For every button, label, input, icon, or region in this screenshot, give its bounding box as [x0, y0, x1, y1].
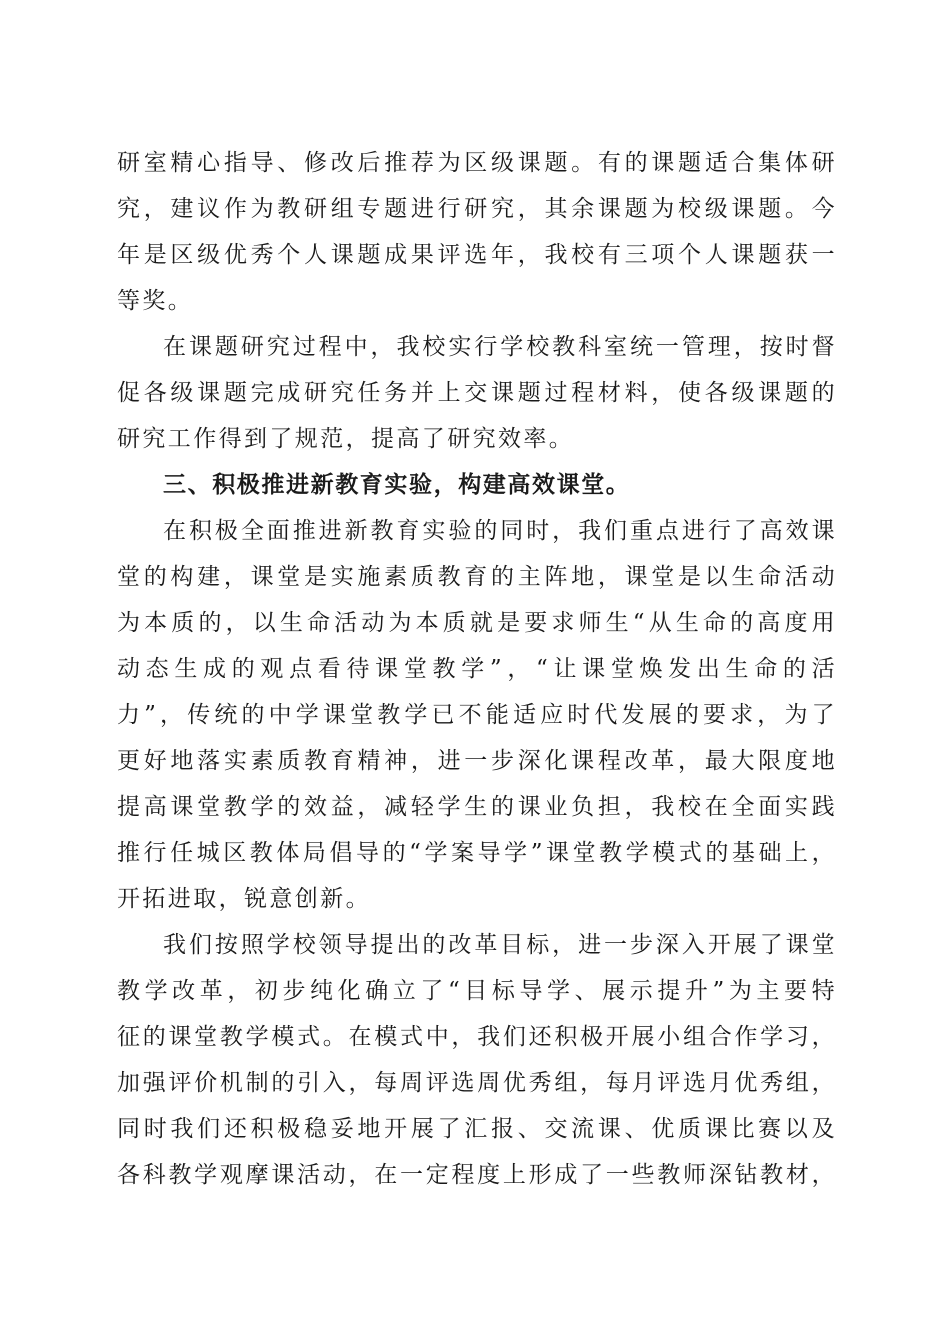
text-line: 各科教学观摩课活动，在一定程度上形成了一些教师深钻教材， [117, 1162, 837, 1188]
section-heading: 三、积极推进新教育实验，构建高效课堂。 [163, 472, 631, 498]
text-line: 开拓进取，锐意创新。 [117, 886, 371, 912]
text-line: 征的课堂教学模式。在模式中，我们还积极开展小组合作学习， [117, 1024, 837, 1050]
text-line: 在积极全面推进新教育实验的同时，我们重点进行了高效课 [163, 518, 837, 544]
text-line: 为本质的，以生命活动为本质就是要求师生“从生命的高度用 [117, 610, 837, 636]
text-line: 提高课堂教学的效益，减轻学生的课业负担，我校在全面实践 [117, 794, 837, 820]
text-line: 我们按照学校领导提出的改革目标，进一步深入开展了课堂 [163, 932, 837, 958]
text-line: 推行任城区教体局倡导的“学案导学”课堂教学模式的基础上， [117, 840, 837, 866]
text-line: 堂的构建，课堂是实施素质教育的主阵地，课堂是以生命活动 [117, 564, 837, 590]
text-line: 同时我们还积极稳妥地开展了汇报、交流课、优质课比赛以及 [117, 1116, 837, 1142]
text-line: 等奖。 [117, 288, 194, 314]
text-line: 在课题研究过程中，我校实行学校教科室统一管理，按时督 [163, 334, 837, 360]
text-line: 加强评价机制的引入，每周评选周优秀组，每月评选月优秀组， [117, 1070, 837, 1096]
text-line: 研室精心指导、修改后推荐为区级课题。有的课题适合集体研 [117, 150, 837, 176]
text-line: 促各级课题完成研究任务并上交课题过程材料，使各级课题的 [117, 380, 837, 406]
text-line: 动态生成的观点看待课堂教学”，“让课堂焕发出生命的活 [117, 656, 837, 682]
text-line: 究，建议作为教研组专题进行研究，其余课题为校级课题。今 [117, 196, 837, 222]
text-line: 力”，传统的中学课堂教学已不能适应时代发展的要求，为了 [117, 702, 837, 728]
body-text [117, 140, 837, 1198]
text-line: 更好地落实素质教育精神，进一步深化课程改革，最大限度地 [117, 748, 837, 774]
text-line: 教学改革，初步纯化确立了“目标导学、展示提升”为主要特 [117, 978, 837, 1004]
text-line: 年是区级优秀个人课题成果评选年，我校有三项个人课题获一 [117, 242, 837, 268]
text-line: 研究工作得到了规范，提高了研究效率。 [117, 426, 575, 452]
